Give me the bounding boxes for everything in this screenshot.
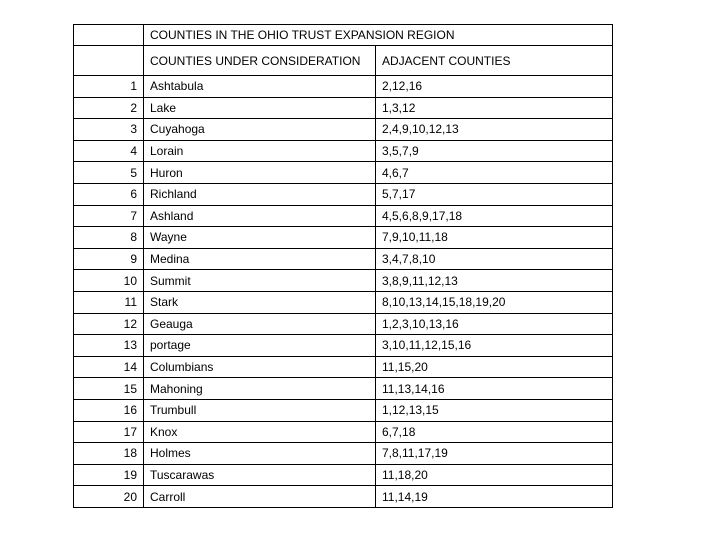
row-county: Geauga <box>144 313 376 335</box>
table-row <box>74 183 613 205</box>
table-row <box>74 227 613 249</box>
table-row <box>74 486 613 508</box>
row-adjacent: 7,9,10,11,18 <box>376 227 613 249</box>
table-row <box>74 356 613 378</box>
row-county: Lorain <box>144 140 376 162</box>
row-number: 4 <box>74 140 144 162</box>
row-adjacent: 5,7,17 <box>376 183 613 205</box>
row-number: 13 <box>74 335 144 357</box>
table-row <box>74 162 613 184</box>
row-county: Wayne <box>144 227 376 249</box>
row-number: 3 <box>74 119 144 141</box>
table-title: COUNTIES IN THE OHIO TRUST EXPANSION REGION <box>144 25 613 46</box>
row-number: 14 <box>74 356 144 378</box>
row-number: 1 <box>74 76 144 98</box>
row-county: Columbians <box>144 356 376 378</box>
row-adjacent: 1,12,13,15 <box>376 399 613 421</box>
row-number: 12 <box>74 313 144 335</box>
row-adjacent: 3,4,7,8,10 <box>376 248 613 270</box>
row-adjacent: 1,3,12 <box>376 97 613 119</box>
counties-table <box>73 24 613 508</box>
row-county: portage <box>144 335 376 357</box>
row-adjacent: 11,15,20 <box>376 356 613 378</box>
table-row <box>74 97 613 119</box>
table-row <box>74 399 613 421</box>
row-county: Cuyahoga <box>144 119 376 141</box>
row-number: 2 <box>74 97 144 119</box>
row-adjacent: 8,10,13,14,15,18,19,20 <box>376 291 613 313</box>
header-blank-cell <box>74 46 144 76</box>
row-number: 16 <box>74 399 144 421</box>
row-number: 15 <box>74 378 144 400</box>
row-adjacent: 6,7,18 <box>376 421 613 443</box>
row-number: 10 <box>74 270 144 292</box>
row-adjacent: 2,4,9,10,12,13 <box>376 119 613 141</box>
row-adjacent: 4,6,7 <box>376 162 613 184</box>
row-adjacent: 7,8,11,17,19 <box>376 443 613 465</box>
row-adjacent: 1,2,3,10,13,16 <box>376 313 613 335</box>
row-county: Trumbull <box>144 399 376 421</box>
row-adjacent: 4,5,6,8,9,17,18 <box>376 205 613 227</box>
row-adjacent: 11,18,20 <box>376 464 613 486</box>
row-county: Stark <box>144 291 376 313</box>
row-number: 11 <box>74 291 144 313</box>
row-county: Tuscarawas <box>144 464 376 486</box>
table-row <box>74 270 613 292</box>
header-county: COUNTIES UNDER CONSIDERATION <box>144 46 376 76</box>
row-adjacent: 3,5,7,9 <box>376 140 613 162</box>
header-adjacent: ADJACENT COUNTIES <box>376 46 613 76</box>
row-adjacent: 3,8,9,11,12,13 <box>376 270 613 292</box>
table-row <box>74 421 613 443</box>
row-county: Mahoning <box>144 378 376 400</box>
title-blank-cell <box>74 25 144 46</box>
row-number: 5 <box>74 162 144 184</box>
table-row <box>74 119 613 141</box>
table-row <box>74 378 613 400</box>
row-number: 17 <box>74 421 144 443</box>
row-adjacent: 3,10,11,12,15,16 <box>376 335 613 357</box>
row-county: Huron <box>144 162 376 184</box>
table-row <box>74 443 613 465</box>
table-row <box>74 291 613 313</box>
row-number: 9 <box>74 248 144 270</box>
row-number: 6 <box>74 183 144 205</box>
row-adjacent: 2,12,16 <box>376 76 613 98</box>
row-county: Ashtabula <box>144 76 376 98</box>
row-number: 8 <box>74 227 144 249</box>
table-row <box>74 140 613 162</box>
header-row <box>74 46 613 76</box>
table-row <box>74 335 613 357</box>
title-row <box>74 25 613 46</box>
table-row <box>74 464 613 486</box>
row-number: 7 <box>74 205 144 227</box>
row-county: Lake <box>144 97 376 119</box>
row-number: 18 <box>74 443 144 465</box>
row-county: Carroll <box>144 486 376 508</box>
row-county: Richland <box>144 183 376 205</box>
table-row <box>74 248 613 270</box>
row-county: Holmes <box>144 443 376 465</box>
table-row <box>74 76 613 98</box>
table-row <box>74 205 613 227</box>
row-number: 20 <box>74 486 144 508</box>
row-adjacent: 11,13,14,16 <box>376 378 613 400</box>
row-number: 19 <box>74 464 144 486</box>
table-row <box>74 313 613 335</box>
row-county: Knox <box>144 421 376 443</box>
row-adjacent: 11,14,19 <box>376 486 613 508</box>
row-county: Ashland <box>144 205 376 227</box>
row-county: Medina <box>144 248 376 270</box>
row-county: Summit <box>144 270 376 292</box>
